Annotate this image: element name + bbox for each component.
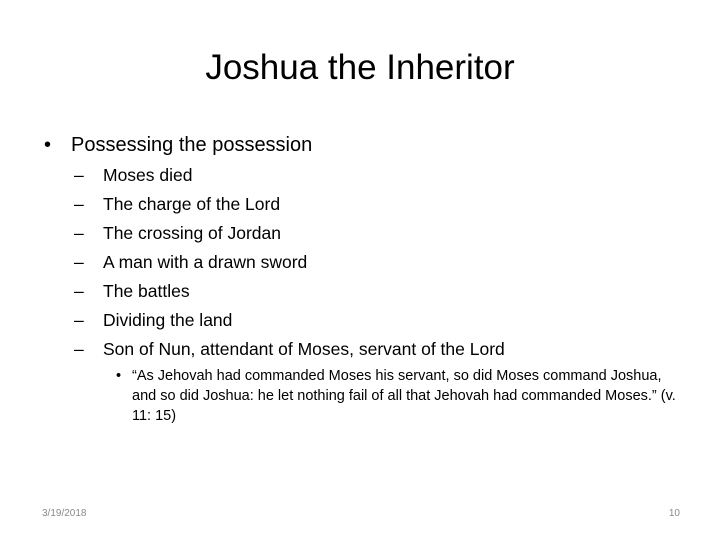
sub-bullet-text: The crossing of Jordan (103, 223, 282, 243)
sub-bullet-text: The charge of the Lord (103, 194, 281, 214)
footer-date: 3/19/2018 (42, 508, 87, 519)
sub-bullet-text: A man with a drawn sword (103, 252, 308, 272)
scripture-quote (116, 366, 676, 426)
quote-text: “As Jehovah had commanded Moses his servant, so did Moses command Joshua, and so did Joshua: he let nothing fail of all that Jehovah had commanded Moses.” (v. 11: 15) (132, 368, 676, 424)
sub-bullet-text: Dividing the land (103, 310, 233, 330)
sub-bullet-text: Moses died (103, 165, 193, 185)
slide-number: 10 (668, 508, 680, 519)
main-bullet-text: Possessing the possession (71, 134, 313, 156)
dash-marker: – (74, 165, 84, 185)
sub-bullet-text: The battles (103, 281, 190, 301)
dash-marker: – (74, 194, 84, 214)
sub-bullet-text: Son of Nun, attendant of Moses, servant of the Lord (103, 339, 505, 359)
dash-marker: – (74, 310, 84, 330)
dash-marker: – (74, 252, 84, 272)
slide-title: Joshua the Inheritor (205, 48, 515, 87)
dash-marker: – (74, 281, 84, 301)
bullet-marker: • (44, 134, 52, 156)
dash-marker: – (74, 223, 84, 243)
dash-marker: – (74, 339, 84, 359)
quote-bullet-marker: • (116, 368, 122, 384)
